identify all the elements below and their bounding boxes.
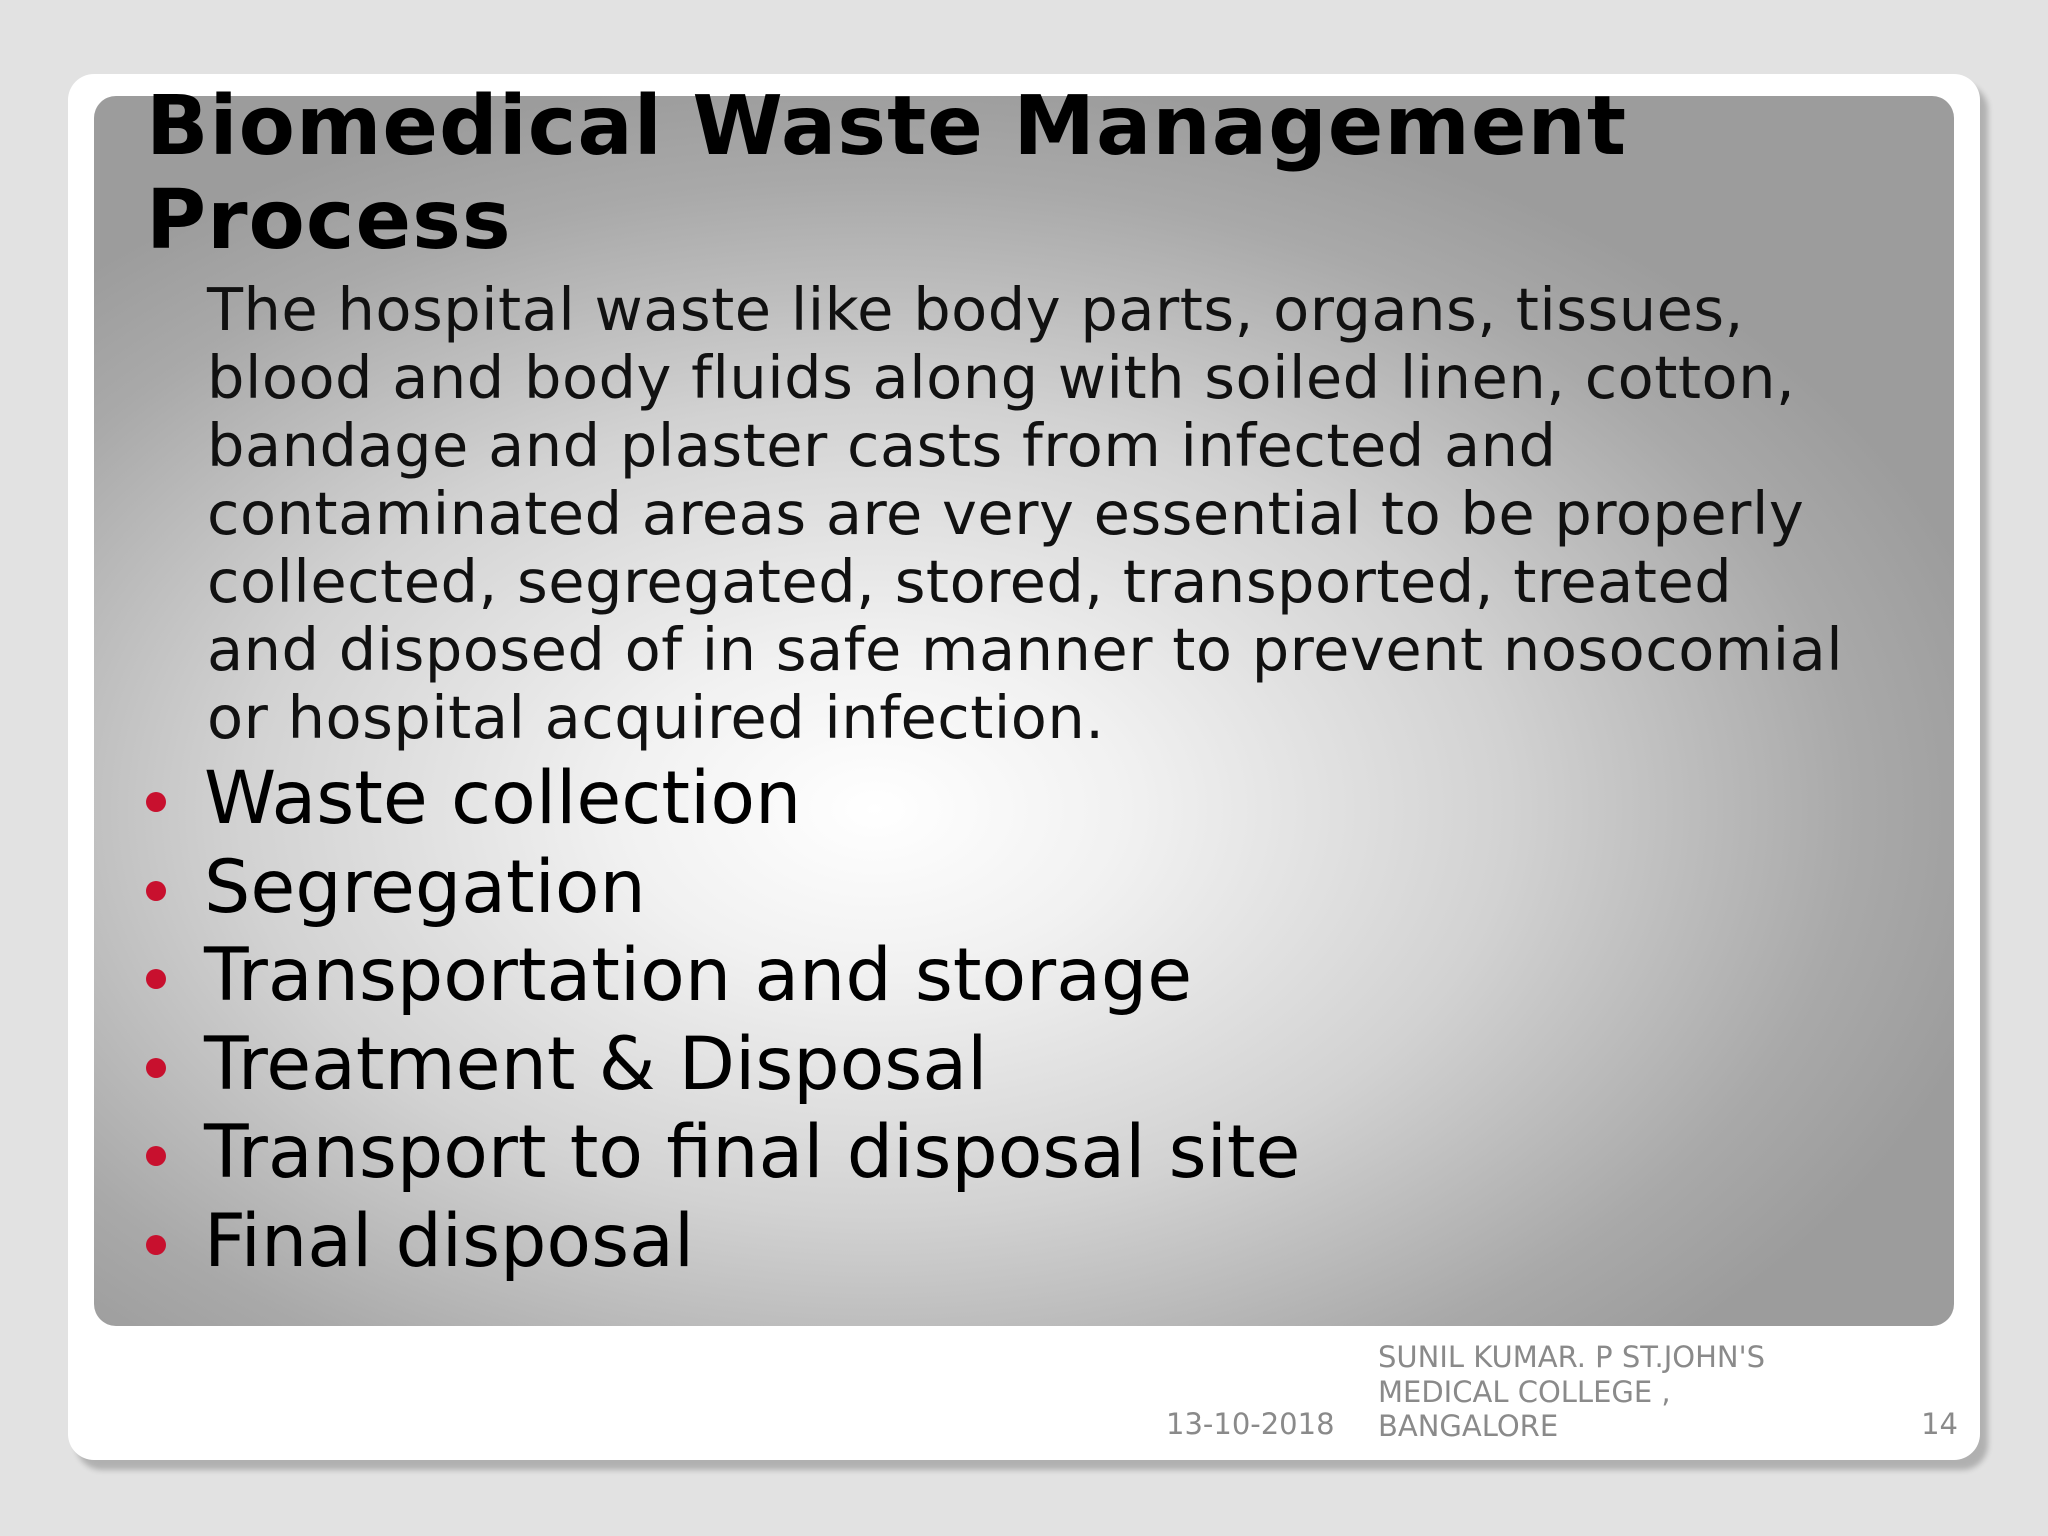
list-item	[146, 1109, 1300, 1198]
intro-line: contaminated areas are very essential to be properly	[207, 479, 1805, 548]
footer-author-line: BANGALORE	[1378, 1409, 1559, 1443]
list-item	[146, 932, 1300, 1021]
intro-line: blood and body fluids along with soiled linen, cotton,	[207, 343, 1796, 412]
intro-line: The hospital waste like body parts, organs, tissues,	[207, 275, 1744, 344]
bullet-dot-icon	[146, 881, 166, 901]
slide-title-line-2: Process	[146, 173, 512, 268]
intro-line: or hospital acquired infection.	[207, 683, 1105, 752]
list-item-label: Segregation	[204, 844, 646, 930]
intro-line: bandage and plaster casts from infected and	[207, 411, 1557, 480]
footer-author	[1378, 1340, 1858, 1444]
list-item-label: Final disposal	[204, 1198, 695, 1284]
slide-title	[146, 80, 1946, 268]
footer-author-line: MEDICAL COLLEGE ,	[1378, 1374, 1671, 1409]
list-item	[146, 844, 1300, 933]
intro-line: collected, segregated, stored, transported, treated	[207, 547, 1733, 616]
list-item-label: Treatment & Disposal	[204, 1021, 988, 1107]
page-number: 14	[1921, 1407, 1958, 1441]
bullet-dot-icon	[146, 1058, 166, 1078]
bullet-dot-icon	[146, 969, 166, 989]
bullet-dot-icon	[146, 1146, 166, 1166]
slide-title-line-1: Biomedical Waste Management	[146, 79, 1628, 174]
process-steps-list	[146, 755, 1300, 1286]
list-item	[146, 1198, 1300, 1287]
intro-paragraph	[207, 276, 1947, 752]
intro-line: and disposed of in safe manner to prevent nosocomial	[207, 615, 1844, 684]
footer-author-line: SUNIL KUMAR. P ST.JOHN'S	[1378, 1340, 1765, 1374]
list-item	[146, 755, 1300, 844]
bullet-dot-icon	[146, 792, 166, 812]
footer-date: 13-10-2018	[1166, 1407, 1335, 1441]
list-item-label: Transport to final disposal site	[204, 1110, 1301, 1195]
bullet-dot-icon	[146, 1235, 166, 1255]
list-item	[146, 1021, 1300, 1110]
list-item-label: Waste collection	[204, 756, 802, 841]
list-item-label: Transportation and storage	[204, 933, 1193, 1018]
